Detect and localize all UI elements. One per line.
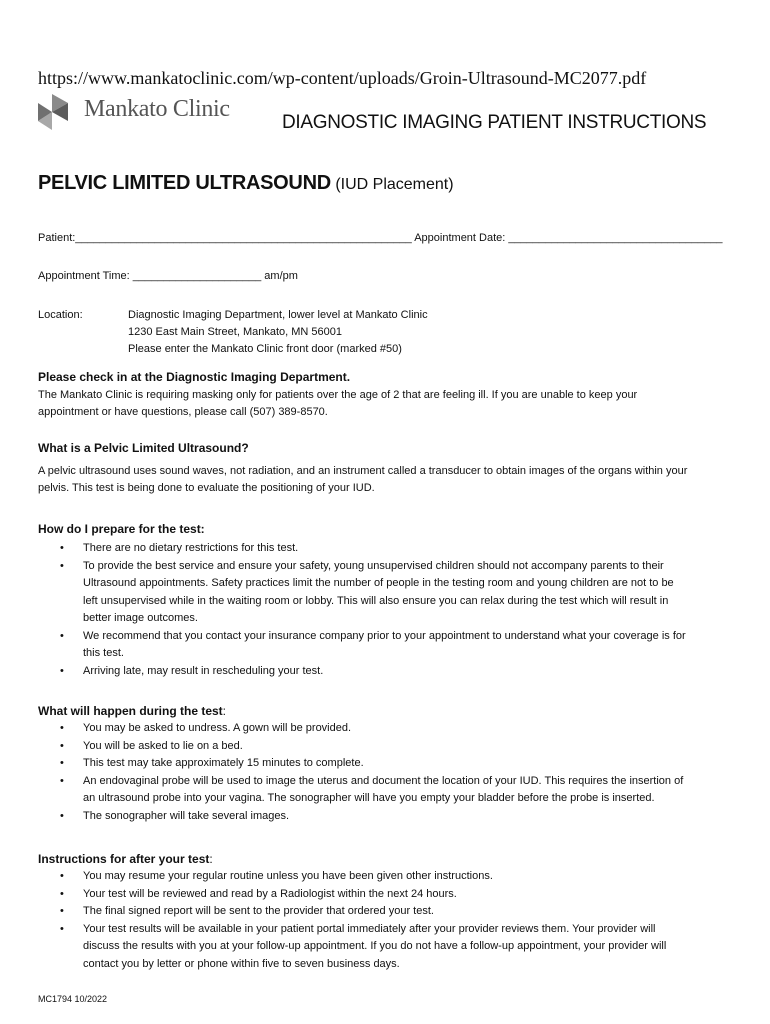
list-item-line: An endovaginal probe will be used to image the uterus and document the location of your IUD. This requires the insertion of xyxy=(83,774,684,787)
list-item-line: You will be asked to lie on a bed. xyxy=(83,739,243,752)
bullet-icon: • xyxy=(60,757,64,769)
prepare-heading: How do I prepare for the test: xyxy=(38,522,205,536)
bullet-icon: • xyxy=(60,722,64,734)
list-item xyxy=(38,755,758,773)
list-item xyxy=(38,903,758,921)
after-heading xyxy=(38,852,213,866)
list-item-line: There are no dietary restrictions for this test. xyxy=(83,542,299,554)
list-item-line: better image outcomes. xyxy=(83,612,198,624)
location-label: Location: xyxy=(38,309,83,321)
list-item xyxy=(38,558,758,628)
bullet-icon: • xyxy=(60,629,64,642)
exam-title-subtitle: (IUD Placement) xyxy=(335,176,454,193)
during-heading-text: What will happen during the test xyxy=(38,704,223,718)
during-heading-colon: : xyxy=(222,704,227,718)
list-item-line: The final signed report will be sent to the provider that ordered your test. xyxy=(83,905,434,917)
list-item-line: discuss the results with you at your follow-up appointment. If you do not have a follow-up appointment, your provider will xyxy=(83,940,667,952)
list-item xyxy=(38,886,758,904)
bullet-icon: • xyxy=(60,905,64,917)
checkin-paragraph xyxy=(38,387,738,421)
bullet-icon: • xyxy=(60,664,64,677)
list-item-line: Your test results will be available in your patient portal immediately after your provider reviews them. Your provider will xyxy=(83,922,656,935)
list-item xyxy=(38,663,758,681)
list-item-line: this test. xyxy=(83,647,124,659)
logo-text: Mankato Clinic xyxy=(84,96,230,122)
bullet-icon: • xyxy=(60,887,64,900)
list-item-line: We recommend that you contact your insurance company prior to your appointment to understand what your coverage is for xyxy=(83,629,686,642)
what-is-heading: What is a Pelvic Limited Ultrasound? xyxy=(38,441,249,455)
patient-appointment-date-line: Patient:_______________________________________________________ Appointment Date: ___________________________________ xyxy=(38,232,723,244)
bullet-icon: • xyxy=(60,809,64,822)
paragraph-line: The Mankato Clinic is requiring masking only for patients over the age of 2 that are feeling ill. If you are unable to keep your xyxy=(38,389,638,401)
list-item-line: contact you by letter or phone within five to seven business days. xyxy=(83,957,400,970)
checkin-heading: Please check in at the Diagnostic Imaging Department. xyxy=(38,370,351,384)
list-item xyxy=(38,808,758,826)
bullet-icon: • xyxy=(60,870,64,882)
list-item xyxy=(38,921,758,974)
list-item-line: Arriving late, may result in rescheduling your test. xyxy=(83,664,324,677)
form-code-footer: MC1794 10/2022 xyxy=(38,994,108,1004)
document-title: DIAGNOSTIC IMAGING PATIENT INSTRUCTIONS xyxy=(282,112,707,133)
after-heading-text: Instructions for after your test xyxy=(38,852,210,866)
appointment-time-line: Appointment Time: _____________________ am/pm xyxy=(38,270,298,282)
paragraph-line: A pelvic ultrasound uses sound waves, not radiation, and an instrument called a transducer to obtain images of the organs within your xyxy=(38,465,688,477)
after-list xyxy=(38,868,758,973)
list-item-line: This test may take approximately 15 minutes to complete. xyxy=(83,757,364,769)
bullet-icon: • xyxy=(60,739,64,752)
list-item-line: You may be asked to undress. A gown will be provided. xyxy=(83,722,352,734)
list-item-line: left unsupervised while in the waiting room or lobby. This will also ensure you can relax during the test which will result in xyxy=(83,594,669,607)
paragraph-line: pelvis. This test is being done to evaluate the positioning of your IUD. xyxy=(38,482,375,494)
list-item-line: The sonographer will take several images. xyxy=(83,809,290,822)
exam-title-main: PELVIC LIMITED ULTRASOUND xyxy=(38,172,331,194)
bullet-icon: • xyxy=(60,559,64,572)
list-item xyxy=(38,720,758,738)
after-heading-colon: : xyxy=(209,852,213,866)
bullet-icon: • xyxy=(60,922,64,935)
during-list xyxy=(38,720,758,825)
paragraph-line: appointment or have questions, please call (507) 389-8570. xyxy=(38,406,328,418)
what-is-paragraph xyxy=(38,463,738,497)
location-line: Diagnostic Imaging Department, lower level at Mankato Clinic xyxy=(128,309,428,321)
mankato-clinic-logo-icon xyxy=(38,94,78,130)
bullet-icon: • xyxy=(60,542,64,554)
bullet-icon: • xyxy=(60,774,64,787)
location-address xyxy=(128,307,428,358)
list-item xyxy=(38,738,758,756)
list-item-line: Your test will be reviewed and read by a Radiologist within the next 24 hours. xyxy=(83,887,457,900)
list-item-line: Ultrasound appointments. Safety practices limit the number of people in the testing room and young children are not to be xyxy=(83,577,674,589)
prepare-list xyxy=(38,540,758,680)
location-line: 1230 East Main Street, Mankato, MN 56001 xyxy=(128,326,343,338)
list-item-line: To provide the best service and ensure your safety, young unsupervised children should not accompany parents to their xyxy=(83,559,664,572)
list-item xyxy=(38,628,758,663)
list-item-line: an ultrasound probe into your vagina. The sonographer will have you empty your bladder before the probe is inserted. xyxy=(83,792,655,804)
list-item xyxy=(38,773,758,808)
list-item xyxy=(38,868,758,886)
list-item-line: You may resume your regular routine unless you have been given other instructions. xyxy=(83,870,493,882)
list-item xyxy=(38,540,758,558)
source-url[interactable]: https://www.mankatoclinic.com/wp-content/uploads/Groin-Ultrasound-MC2077.pdf xyxy=(38,68,647,88)
location-line: Please enter the Mankato Clinic front door (marked #50) xyxy=(128,343,402,355)
exam-title xyxy=(38,172,454,195)
during-heading xyxy=(38,704,226,718)
mankato-clinic-logo xyxy=(38,94,238,130)
